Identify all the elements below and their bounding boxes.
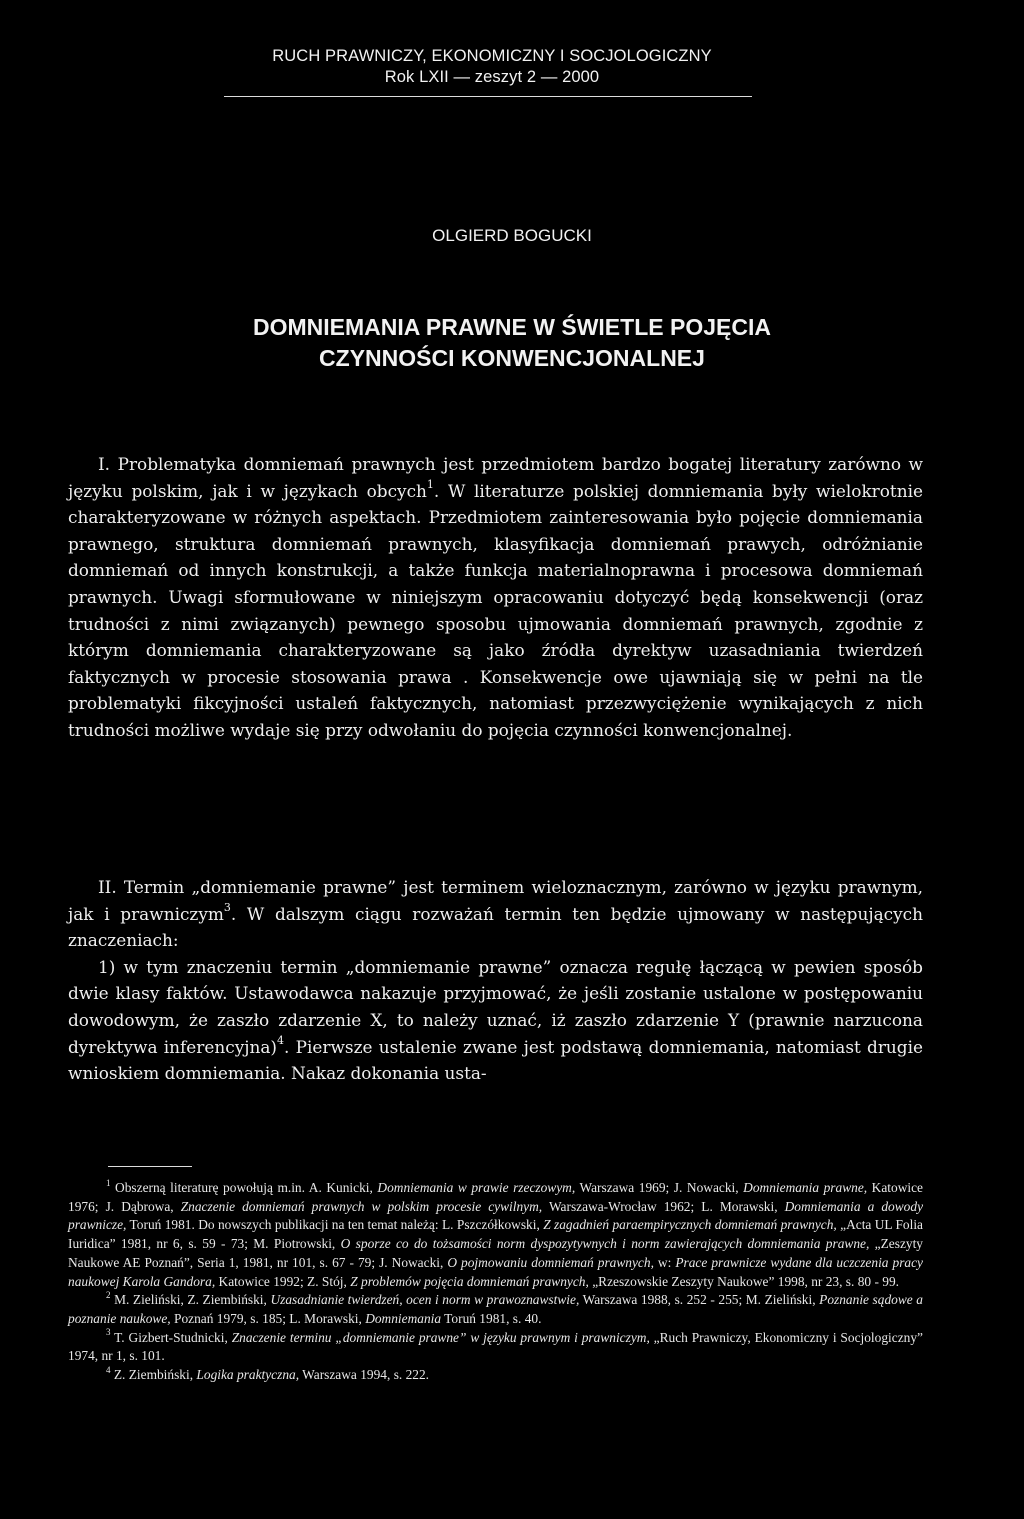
footnote-ref-3[interactable]: 3: [223, 900, 231, 914]
footnote-text: Warszawa 1994, s. 222.: [299, 1367, 430, 1383]
footnote-citation-title: Domniemania prawne,: [743, 1180, 868, 1195]
footnote-citation-title: Prace prawnicze wydane dla uczczenia pracy naukowej Karola Gandora,: [68, 1254, 923, 1289]
footnote-text: M. Zieliński, Z. Ziembiński,: [110, 1292, 271, 1308]
section-1: [68, 451, 923, 744]
footnote-ref-4[interactable]: 4: [277, 1033, 285, 1047]
footnote-citation-title: Znaczenie domniemań prawnych w polskim procesie cywilnym,: [180, 1198, 543, 1214]
footnote-3: [68, 1329, 923, 1366]
footnote-text: Warszawa-Wrocław 1962; L. Morawski,: [542, 1198, 785, 1214]
journal-name: RUCH PRAWNICZY, EKONOMICZNY I SOCJOLOGICZNY: [272, 47, 712, 65]
footnote-text: T. Gizbert-Studnicki,: [110, 1329, 232, 1345]
footnote-number: 2: [106, 1289, 111, 1300]
journal-header: [222, 46, 762, 88]
footnote-text: „Zeszyty Naukowe AE Poznań”, Seria 1, 1981, nr 101, s. 67 - 79; J. Nowacki,: [68, 1236, 924, 1270]
footnote-citation-title: O sporze co do tożsamości norm dyspozytywnych i norm zawierających domniemania prawne,: [340, 1236, 870, 1252]
title-line-1: DOMNIEMANIA PRAWNE W ŚWIETLE POJĘCIA: [253, 314, 771, 340]
paragraph-text: . Pierwsze ustalenie zwane jest podstawą domniemania, natomiast drugie wnioskiem domniemania. Nakaz dokonania usta-: [68, 1036, 923, 1084]
footnote-text: Katowice 1992; Z. Stój,: [215, 1273, 351, 1289]
footnote-text: Warszawa 1969; J. Nowacki,: [575, 1180, 744, 1195]
footnote-text: w:: [653, 1254, 676, 1270]
footnote-number: 1: [106, 1177, 111, 1188]
footnote-text: Toruń 1981. Do nowszych publikacji na ten temat należą: L. Pszczółkowski,: [126, 1217, 544, 1233]
footnote-citation-title: Poznanie sądowe a poznanie naukowe,: [68, 1292, 923, 1326]
footnote-text: Katowice 1976; J. Dąbrowa,: [68, 1180, 923, 1214]
footnote-citation-title: Domniemania w prawie rzeczowym,: [377, 1180, 576, 1195]
footnote-text: Poznań 1979, s. 185; L. Morawski,: [170, 1310, 366, 1326]
footnote-citation-title: Domniemania a dowody prawnicze,: [68, 1198, 924, 1233]
footnote-number: 3: [106, 1327, 111, 1338]
section-2: [68, 874, 923, 1087]
footnote-text: Obszerną literaturę powołują m.in. A. Kunicki,: [110, 1180, 378, 1195]
footnote-citation-title: Uzasadnianie twierdzeń, ocen i norm w prawoznawstwie,: [270, 1292, 580, 1308]
footnote-1: [68, 1179, 923, 1291]
footnote-text: „Rzeszowskie Zeszyty Naukowe” 1998, nr 23, s. 80 - 99.: [588, 1273, 900, 1289]
footnote-separator: [108, 1166, 192, 1167]
footnotes: [68, 1179, 923, 1385]
paragraph-text: 1) w tym znaczeniu termin „domniemanie prawne” oznacza regułę łączącą w pewien sposób dwie klasy faktów. Ustawodawca nakazuje przyjmować, że jeśli zostanie ustalone w postępowaniu dowodowym, że zaszło zdarzenie X, to należy uznać, iż zaszło zdarzenie Y (prawnie narzucona dyrektywa inferencyjna): [68, 956, 923, 1057]
footnote-text: „Acta UL Folia Iuridica” 1981, nr 6, s. 59 - 73; M. Piotrowski,: [68, 1217, 923, 1252]
section-2-paragraph-1: [68, 874, 923, 954]
footnote-ref-1[interactable]: 1: [426, 477, 434, 491]
footnote-citation-title: Z zagadnień paraempirycznych domniemań prawnych,: [543, 1217, 837, 1233]
paragraph-text: I. Problematyka domniemań prawnych jest przedmiotem bardzo bogatej literatury zarówno w języku polskim, jak i w językach obcych: [68, 454, 923, 501]
section-1-paragraph: [68, 451, 923, 744]
journal-issue: Rok LXII — zeszyt 2 — 2000: [384, 68, 600, 86]
footnote-text: Warszawa 1988, s. 252 - 255; M. Zieliński,: [579, 1292, 820, 1308]
section-2-paragraph-2: [68, 954, 923, 1087]
paragraph-text: II. Termin „domniemanie prawne” jest terminem wieloznacznym, zarówno w języku prawnym, jak i prawniczym: [68, 877, 923, 924]
paragraph-text: . W literaturze polskiej domniemania były wielokrotnie charakteryzowane w różnych aspektach. Przedmiotem zainteresowania było pojęcie domniemania prawnego, struktura domniemań prawnych, klasyfikacja domniemań prawych, odróżnianie domniemań od innych konstrukcji, a także funkcja materialnoprawna i procesowa domniemań prawnych. Uwagi sformułowane w niniejszym opracowaniu dotyczyć będą konsekwencji (oraz trudności z nimi związanych) pewnego sposobu ujmowania domniemań prawnych, zgodnie z którym domniemania charakteryzowane są jako źródła dyrektyw uzasadniania twierdzeń faktycznych w procesie stosowania prawa . Konsekwencje owe ujawniają się w pełni na tle problematyki fikcyjności ustaleń faktycznych, natomiast przezwyciężenie wynikających z nich trudności możliwe wydaje się przy odwołaniu do pojęcia czynności konwencjonalnej.: [68, 480, 923, 740]
title-line-2: CZYNNOŚCI KONWENCJONALNEJ: [319, 345, 705, 371]
footnote-citation-title: Logika praktyczna,: [196, 1367, 300, 1383]
footnote-citation-title: O pojmowaniu domniemań prawnych,: [447, 1254, 654, 1270]
footnote-4: [68, 1366, 923, 1385]
article-title: [0, 312, 1024, 374]
author-name: OLGIERD BOGUCKI: [432, 226, 592, 245]
header-rule: [224, 96, 752, 97]
footnote-citation-title: Domniemania: [365, 1310, 442, 1326]
footnote-text: „Ruch Prawniczy, Ekonomiczny i Socjologiczny” 1974, nr 1, s. 101.: [68, 1329, 923, 1364]
footnote-citation-title: Z problemów pojęcia domniemań prawnych,: [350, 1273, 589, 1289]
footnote-number: 4: [106, 1364, 111, 1375]
footnote-text: Z. Ziembiński,: [110, 1367, 197, 1383]
footnote-citation-title: Znaczenie terminu „domniemanie prawne” w języku prawnym i prawniczym,: [231, 1329, 650, 1345]
paragraph-text: . W dalszym ciągu rozważań termin ten będzie ujmowany w następujących znaczeniach:: [68, 903, 923, 951]
footnote-2: [68, 1291, 923, 1328]
footnote-text: Toruń 1981, s. 40.: [441, 1310, 542, 1326]
